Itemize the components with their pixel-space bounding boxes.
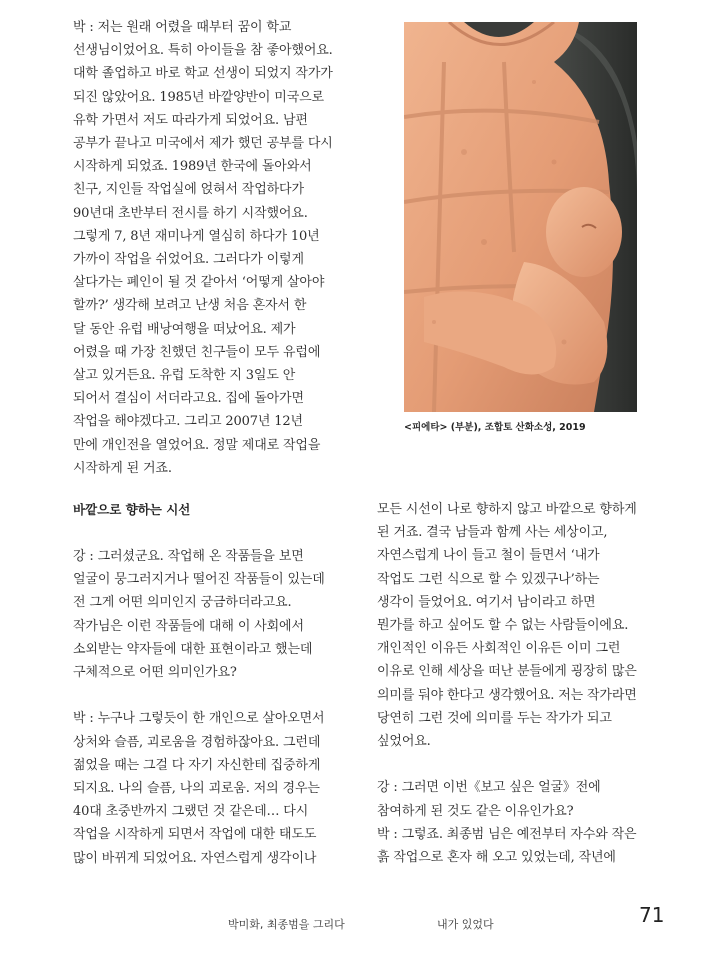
sculpture-photo xyxy=(404,22,637,412)
page-number: 71 xyxy=(639,903,665,927)
text-line: 박 : 누구나 그렇듯이 한 개인으로 살아오면서 xyxy=(73,711,325,727)
text-line: 살고 있거든요. 유럽 도착한 지 3일도 안 xyxy=(73,368,296,384)
text-line: 공부가 끝나고 미국에서 제가 했던 공부를 다시 xyxy=(73,136,333,152)
paragraph-spacer xyxy=(377,753,637,776)
text-line: 된 거죠. 결국 남들과 함께 사는 세상이고, xyxy=(377,525,608,541)
text-line: 가까이 작업을 쉬었어요. 그러다가 이렇게 xyxy=(73,252,304,268)
text-line: 뭔가를 하고 싶어도 할 수 없는 사람들이에요. xyxy=(377,618,629,634)
text-line: 구체적으로 어떤 의미인가요? xyxy=(73,665,237,681)
text-line: 젊었을 때는 그걸 다 자기 자신한테 집중하게 xyxy=(73,757,321,773)
text-line: 참여하게 된 것도 같은 이유인가요? xyxy=(377,803,574,819)
text-line: 많이 바뀌게 되었어요. 자연스럽게 생각이나 xyxy=(73,850,317,866)
text-line: 대학 졸업하고 바로 학교 선생이 되었지 작가가 xyxy=(73,66,333,82)
text-line: 자연스럽게 나이 들고 철이 들면서 ‘내가 xyxy=(377,548,600,564)
text-line: 얼굴이 뭉그러지거나 떨어진 작품들이 있는데 xyxy=(73,572,325,588)
text-line: 흙 작업으로 혼자 해 오고 있었는데, 작년에 xyxy=(377,850,616,866)
text-line: 시작하게 된 거죠. xyxy=(73,460,172,476)
text-line: 살다가는 폐인이 될 것 같아서 ‘어떻게 살아야 xyxy=(73,275,325,291)
text-line: 작업을 시작하게 되면서 작업에 대한 태도도 xyxy=(73,827,317,843)
text-line: 당연히 그런 것에 의미를 두는 작가가 되고 xyxy=(377,710,612,726)
text-line: 40대 초중반까지 그랬던 것 같은데… 다시 xyxy=(73,804,309,820)
text-line: 모든 시선이 나로 향하지 않고 바깥으로 향하게 xyxy=(377,502,637,517)
sculpture-illustration xyxy=(404,22,637,412)
text-line: 강 : 그러셨군요. 작업해 온 작품들을 보면 xyxy=(73,549,304,564)
text-line: 상처와 슬픔, 괴로움을 경험하잖아요. 그런데 xyxy=(73,734,321,750)
text-line: 어렸을 때 가장 친했던 친구들이 모두 유럽에 xyxy=(73,344,321,360)
text-line: 친구, 지인들 작업실에 얹혀서 작업하다가 xyxy=(73,182,304,198)
text-line: 만에 개인전을 열었어요. 정말 제대로 작업을 xyxy=(73,437,321,453)
text-line: 박 : 그렇죠. 최종범 님은 예전부터 자수와 작은 xyxy=(377,826,637,842)
right-column-text xyxy=(377,498,637,869)
text-line: 유학 가면서 저도 따라가게 되었어요. 남편 xyxy=(73,112,308,128)
text-line: 강 : 그러면 이번《보고 싶은 얼굴》전에 xyxy=(377,780,601,796)
left-column-text xyxy=(73,545,325,870)
text-line: 개인적인 이유든 사회적인 이유든 이미 그런 xyxy=(377,641,621,657)
footer-right: 내가 있었다 xyxy=(437,918,494,931)
text-line: 되어서 결심이 서더라고요. 집에 돌아가면 xyxy=(73,391,304,407)
text-line: 달 동안 유럽 배낭여행을 떠났어요. 제가 xyxy=(73,321,296,337)
text-line: 시작하게 되었죠. 1989년 한국에 돌아와서 xyxy=(73,159,312,175)
paragraph-spacer xyxy=(73,684,325,707)
text-line: 할까?’ 생각해 보려고 난생 처음 혼자서 한 xyxy=(73,298,307,314)
text-line: 작업도 그런 식으로 할 수 있겠구나’하는 xyxy=(377,571,600,587)
text-line: 이유로 인해 세상을 떠난 분들에게 굉장히 많은 xyxy=(377,664,637,680)
text-line: 전 그게 어떤 의미인지 궁금하더라고요. xyxy=(73,595,292,611)
intro-text-block xyxy=(73,16,333,480)
text-line: 작업을 해야겠다고. 그리고 2007년 12년 xyxy=(73,414,303,430)
section-heading: 바깥으로 향하는 시선 xyxy=(73,502,191,517)
text-line: 선생님이었어요. 특히 아이들을 참 좋아했어요. xyxy=(73,43,333,59)
text-line: 되진 않았어요. 1985년 바깥양반이 미국으로 xyxy=(73,89,324,105)
text-line: 의미를 둬야 한다고 생각했어요. 저는 작가라면 xyxy=(377,687,637,703)
text-line: 박 : 저는 원래 어렸을 때부터 꿈이 학교 xyxy=(73,20,292,35)
text-line: 싶었어요. xyxy=(377,734,431,750)
text-line: 작가님은 이런 작품들에 대해 이 사회에서 xyxy=(73,618,304,634)
text-line: 되지요. 나의 슬픔, 나의 괴로움. 저의 경우는 xyxy=(73,781,320,797)
text-line: 90년대 초반부터 전시를 하기 시작했어요. xyxy=(73,205,308,221)
text-line: 그렇게 7, 8년 재미나게 열심히 하다가 10년 xyxy=(73,228,320,244)
photo-caption: <피에타> (부분), 조합토 산화소성, 2019 xyxy=(404,422,586,433)
footer-left: 박미화, 최종범을 그리다 xyxy=(228,918,345,931)
text-line: 생각이 들었어요. 여기서 남이라고 하면 xyxy=(377,594,596,610)
text-line: 소외받는 약자들에 대한 표현이라고 했는데 xyxy=(73,641,313,657)
